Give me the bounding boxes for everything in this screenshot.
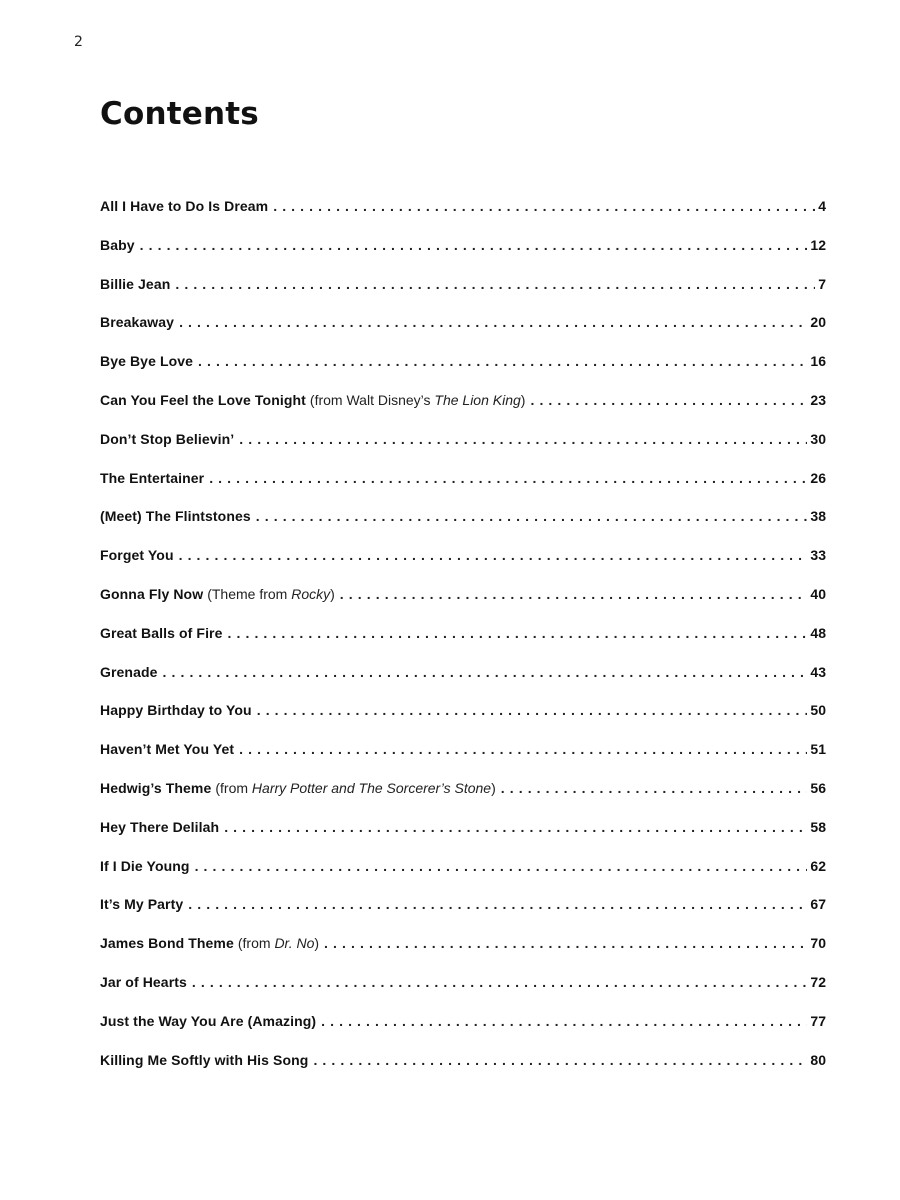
song-title: James Bond Theme — [100, 935, 234, 952]
song-title: Hey There Delilah — [100, 818, 220, 835]
entry-label — [100, 929, 319, 957]
dot-leader — [179, 541, 808, 569]
page-ref: 56 — [810, 779, 826, 796]
entry-label — [100, 541, 174, 569]
entry-label — [100, 658, 158, 686]
page-ref: 77 — [810, 1012, 826, 1029]
note-prefix: (from Walt Disney’s — [309, 391, 435, 408]
entry-label — [100, 774, 496, 802]
dot-leader — [530, 386, 807, 414]
song-title: Hedwig’s Theme — [100, 779, 212, 796]
toc-entry[interactable] — [100, 852, 826, 891]
dot-leader — [321, 1007, 807, 1035]
toc-entry[interactable] — [100, 347, 826, 386]
toc-entry[interactable] — [100, 502, 826, 541]
song-title: Great Balls of Fire — [100, 624, 223, 641]
note-source-title: Dr. No — [274, 935, 315, 952]
entry-label — [100, 308, 174, 336]
toc-entry[interactable] — [100, 464, 826, 503]
note-source-title: Harry Potter and The Sorcerer’s Stone — [251, 779, 492, 796]
song-title: Haven’t Met You Yet — [100, 741, 235, 758]
song-title: (Meet) The Flintstones — [100, 508, 251, 525]
entry-label — [100, 192, 268, 220]
note-suffix: ) — [491, 779, 496, 796]
song-title: Happy Birthday to You — [100, 702, 252, 719]
page-ref: 58 — [810, 818, 826, 835]
entry-label — [100, 1007, 316, 1035]
toc-entry[interactable] — [100, 968, 826, 1007]
song-title: Just the Way You Are (Amazing) — [100, 1012, 317, 1029]
song-title: If I Die Young — [100, 857, 190, 874]
entry-label — [100, 890, 183, 918]
table-of-contents — [100, 192, 826, 1084]
song-title: Grenade — [100, 663, 158, 680]
note-prefix: (from — [215, 779, 252, 796]
page-ref: 62 — [810, 857, 826, 874]
entry-label — [100, 386, 525, 414]
note-prefix: (Theme from — [207, 585, 292, 602]
toc-entry[interactable] — [100, 192, 826, 231]
toc-entry[interactable] — [100, 619, 826, 658]
entry-label — [100, 425, 234, 453]
song-note — [207, 586, 335, 602]
page-ref: 16 — [810, 353, 826, 370]
dot-leader — [239, 425, 807, 453]
note-suffix: ) — [330, 585, 335, 602]
dot-leader — [313, 1046, 807, 1074]
entry-label — [100, 231, 135, 259]
dot-leader — [175, 270, 815, 298]
dot-leader — [239, 735, 807, 763]
entry-label — [100, 619, 223, 647]
dot-leader — [179, 308, 807, 336]
entry-label — [100, 580, 335, 608]
toc-entry[interactable] — [100, 929, 826, 968]
dot-leader — [273, 192, 815, 220]
toc-entry[interactable] — [100, 541, 826, 580]
dot-leader — [228, 619, 808, 647]
entry-label — [100, 347, 193, 375]
toc-entry[interactable] — [100, 308, 826, 347]
song-note — [215, 780, 495, 796]
dot-leader — [256, 502, 808, 530]
song-title: Gonna Fly Now — [100, 585, 204, 602]
entry-label — [100, 464, 204, 492]
song-title: Breakaway — [100, 314, 175, 331]
song-title: Billie Jean — [100, 275, 171, 292]
page-number: 2 — [74, 34, 83, 50]
entry-label — [100, 735, 234, 763]
note-source-title: Rocky — [291, 585, 331, 602]
song-note — [310, 392, 526, 408]
page-title: Contents — [100, 96, 259, 132]
page-ref: 43 — [810, 663, 826, 680]
song-title: Baby — [100, 236, 135, 253]
note-suffix: ) — [520, 391, 526, 408]
toc-entry[interactable] — [100, 1007, 826, 1046]
song-title: It’s My Party — [100, 896, 184, 913]
song-title: Forget You — [100, 547, 174, 564]
note-prefix: (from — [237, 935, 275, 952]
entry-label — [100, 813, 219, 841]
entry-label — [100, 1046, 308, 1074]
dot-leader — [195, 852, 808, 880]
page-ref: 40 — [810, 585, 826, 602]
entry-label — [100, 270, 170, 298]
page-ref: 12 — [810, 236, 826, 253]
page-ref: 51 — [810, 741, 826, 758]
entry-label — [100, 852, 190, 880]
toc-entry[interactable] — [100, 231, 826, 270]
page-ref: 20 — [810, 314, 826, 331]
note-source-title: The Lion King — [434, 391, 521, 408]
toc-entry[interactable] — [100, 890, 826, 929]
page-ref: 7 — [818, 275, 826, 292]
song-title: Bye Bye Love — [100, 353, 194, 370]
page-ref: 26 — [810, 469, 826, 486]
song-title: Don’t Stop Believin’ — [100, 430, 235, 447]
page-ref: 30 — [810, 430, 826, 447]
toc-entry[interactable] — [100, 425, 826, 464]
dot-leader — [209, 464, 807, 492]
dot-leader — [257, 696, 808, 724]
dot-leader — [224, 813, 807, 841]
toc-entry[interactable] — [100, 735, 826, 774]
entry-label — [100, 696, 252, 724]
page-ref: 70 — [810, 935, 826, 952]
song-title: Jar of Hearts — [100, 973, 187, 990]
entry-label — [100, 502, 251, 530]
toc-entry[interactable] — [100, 270, 826, 309]
song-title: Killing Me Softly with His Song — [100, 1051, 309, 1068]
song-title: The Entertainer — [100, 469, 205, 486]
dot-leader — [198, 347, 807, 375]
page-ref: 4 — [818, 198, 826, 214]
dot-leader — [324, 929, 807, 957]
page-ref: 33 — [810, 547, 826, 564]
entry-label — [100, 968, 187, 996]
toc-entry[interactable] — [100, 580, 826, 619]
dot-leader — [140, 231, 808, 259]
page-ref: 23 — [810, 391, 826, 408]
page-ref: 80 — [810, 1051, 826, 1068]
page-ref: 38 — [810, 508, 826, 525]
song-note — [238, 935, 319, 951]
toc-entry[interactable] — [100, 774, 826, 813]
dot-leader — [163, 658, 808, 686]
toc-entry[interactable] — [100, 658, 826, 697]
note-suffix: ) — [314, 935, 320, 952]
toc-entry[interactable] — [100, 386, 826, 425]
dot-leader — [501, 774, 808, 802]
song-title: All I Have to Do Is Dream — [100, 198, 269, 214]
page-ref: 67 — [810, 896, 826, 913]
dot-leader — [340, 580, 808, 608]
dot-leader — [188, 890, 807, 918]
dot-leader — [192, 968, 808, 996]
toc-entry[interactable] — [100, 696, 826, 735]
page-ref: 72 — [810, 973, 826, 990]
toc-entry[interactable] — [100, 1046, 826, 1085]
page-ref: 48 — [810, 624, 826, 641]
toc-entry[interactable] — [100, 813, 826, 852]
page-ref: 50 — [810, 702, 826, 719]
song-title: Can You Feel the Love Tonight — [100, 391, 306, 408]
